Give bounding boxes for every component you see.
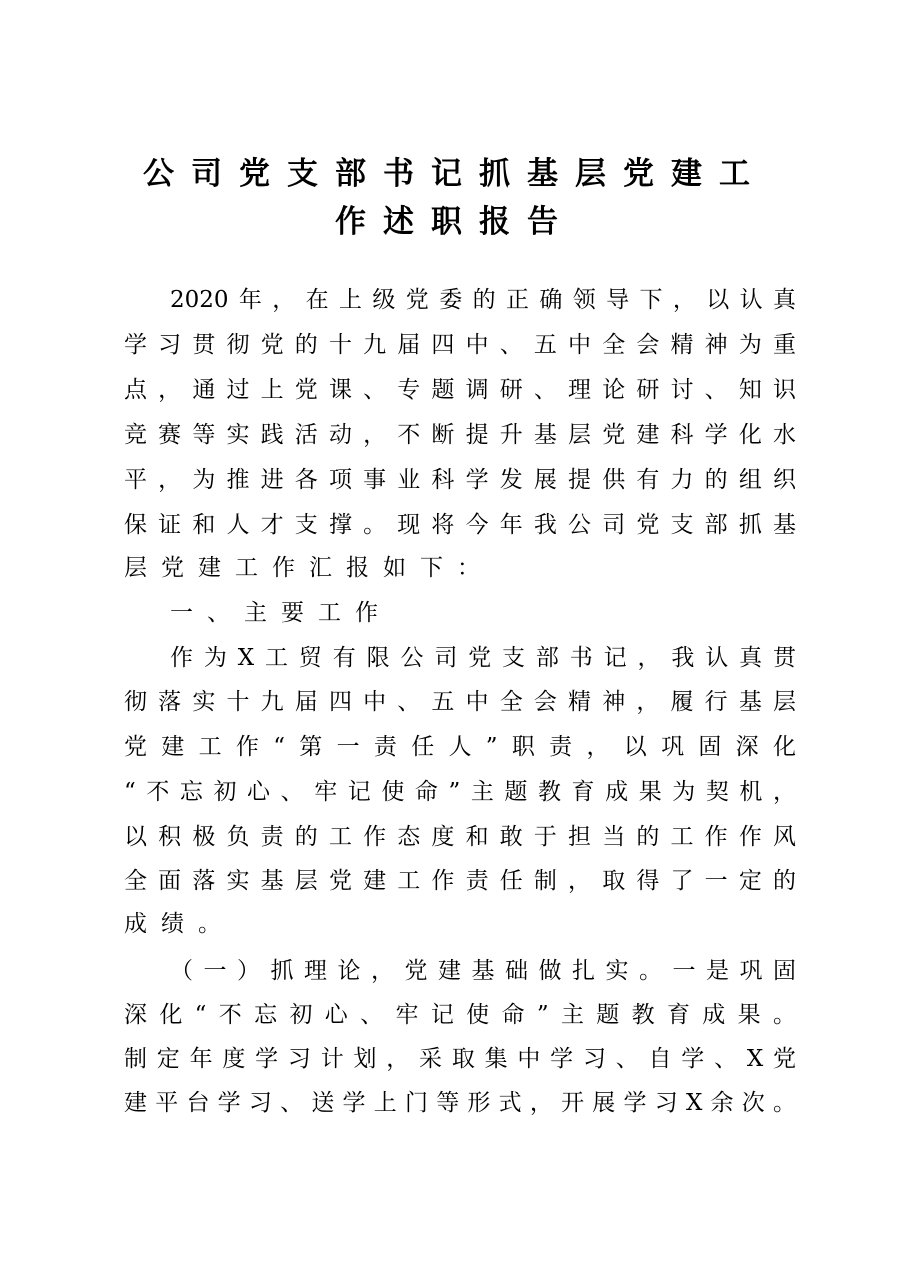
body-line: 以积极负责的工作态度和敢于担当的工作作风 [124, 824, 796, 850]
section-heading: 一、主要工作 [170, 600, 392, 626]
body-line: 平，为推进各项事业科学发展提供有力的组织 [124, 467, 796, 493]
body-line: 作为X工贸有限公司党支部书记，我认真贯 [170, 645, 796, 671]
body-line: 党建工作“第一责任人”职责，以巩固深化 [124, 734, 796, 760]
body-line: 全面落实基层党建工作责任制，取得了一定的 [124, 868, 796, 894]
body-line: 保证和人才支撑。现将今年我公司党支部抓基 [124, 512, 796, 538]
body-line: “不忘初心、牢记使命”主题教育成果为契机， [124, 779, 796, 805]
body-line: 建平台学习、送学上门等形式，开展学习X余次。 [124, 1090, 796, 1116]
body-line: 层党建工作汇报如下： [124, 555, 494, 581]
body-line: 制定年度学习计划，采取集中学习、自学、X党 [124, 1046, 796, 1072]
body-line: 2020年，在上级党委的正确领导下，以认真 [170, 287, 796, 313]
body-line: 点，通过上党课、专题调研、理论研讨、知识 [124, 377, 796, 403]
title-line-1: 公司党支部书记抓基层党建工 [143, 156, 767, 192]
body-line: （一）抓理论，党建基础做扎实。一是巩固 [170, 958, 796, 984]
title-line-2: 作述职报告 [335, 204, 575, 240]
body-line: 彻落实十九届四中、五中全会精神，履行基层 [124, 689, 796, 715]
document-title [120, 150, 790, 246]
body-line: 学习贯彻党的十九届四中、五中全会精神为重 [124, 332, 796, 358]
body-line: 竞赛等实践活动，不断提升基层党建科学化水 [124, 422, 796, 448]
body-line: 成绩。 [124, 911, 235, 937]
body-line: 深化“不忘初心、牢记使命”主题教育成果。 [124, 1002, 796, 1028]
